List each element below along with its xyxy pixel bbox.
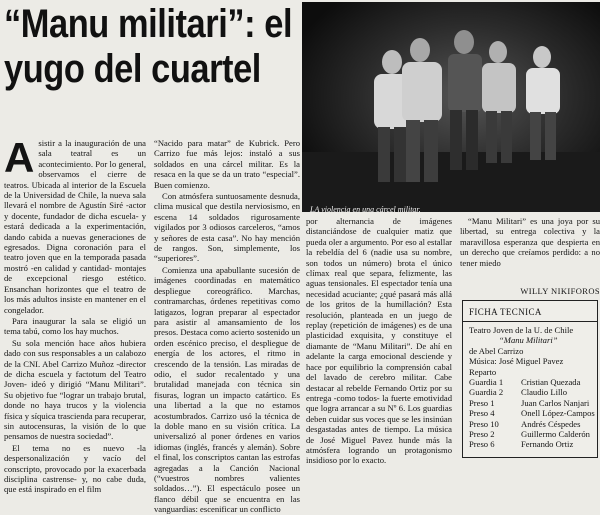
drop-cap: A xyxy=(4,134,35,181)
cast-name: Andrés Céspedes xyxy=(521,418,581,429)
cast-row xyxy=(469,377,595,387)
paragraph: Comienza una apabullante sucesión de imágenes coordinadas en matemático despliegue coreográfico. Marchas, contramarchas, órdenes repetitivas como latigazos, logran preparar al espectador para asistir al amansamiento de los presos. Destaca como acierto sostenido un orden escénico preciso, el despliegue de energía de los actores, el ritmo in crescendo de la tensión. Las miradas de odio, el sudor recalentado y una brutalidad manejada con técnica sin fisuras, logran un impacto catártico. Es una libertad a la que no estamos acostumbrados. Carrizo usó la técnica de la doble mano en su visión crítica. La universalizó al poner órdenes en varios idiomas (inglés, francés y alemán). Sobre el final, los conscriptos cantan las estrofas agregadas a la Canción Nacional (“vuestros nombres valientes soldados…”). El espectáculo posee un flanco débil que se encuentra en las vanguardias: escenificar un conflicto xyxy=(154,264,300,515)
cast-name: Guillermo Calderón xyxy=(521,429,590,440)
divider xyxy=(463,321,597,322)
paragraph: “Manu Militari” es una joya por su libertad, su entrega colectiva y la maravillosa esperanza que despierta en un derecho que creíamos perdido: a no tener miedo xyxy=(460,216,600,268)
paragraph: El tema no es nuevo -la despersonalización y vacío del conscripto, provocado por la exacerbada disciplina castrense- y, no cabe duda, que está inspirado en el film xyxy=(4,442,146,495)
cast-role: Preso 2 xyxy=(469,429,495,440)
cast-role: Guardia 1 xyxy=(469,377,504,388)
cast-row xyxy=(469,419,595,429)
cast-role: Preso 4 xyxy=(469,408,495,419)
headline-line-2: yugo del cuartel xyxy=(4,47,261,91)
paragraph: Para inaugurar la sala se eligió un tema tabú, como los hay muchos. xyxy=(4,315,146,337)
headline-line-1: “Manu militari”: el xyxy=(4,2,293,46)
photo-caption: LA violencia en una cárcel militar. xyxy=(310,205,421,214)
paragraph: “Nacido para matar” de Kubrick. Pero Carrizo fue más lejos: instaló a sus soldados en una cárcel militar. Es la resaca en la que se da un trato “especial”. Buen comienzo. xyxy=(154,138,300,190)
cast-name: Onell López-Campos xyxy=(521,408,595,419)
cast-row xyxy=(469,408,595,418)
sheet-line: Música: José Miguel Pavez xyxy=(469,356,564,367)
author-byline: WILLY NIKIFOROS xyxy=(520,286,600,296)
cast-row xyxy=(469,429,595,439)
sheet-line: “Manu Militari” xyxy=(499,335,558,346)
article-column-2 xyxy=(154,138,300,515)
sheet-line: Reparto xyxy=(469,366,497,377)
cast-row xyxy=(469,387,595,397)
cast-name: Fernando Ortiz xyxy=(521,439,574,450)
technical-sheet-body xyxy=(469,325,595,450)
cast-role: Guardia 2 xyxy=(469,387,504,398)
paragraph: Su sola mención hace años hubiera dado con sus responsables a un calabozo de la CNI. Abel Carrizo Muñoz -director de dicha escuela y factotum del Teatro Joven- ideó y dirigió “Manu Militari”. Su objetivo fue “lograr un trabajo brutal, donde no haya trucos y la violencia física y síquica trascienda para recuperar, sin autocensuras, la visión de lo que pensamos de nuestra sociedad”. xyxy=(4,337,146,442)
cast-name: Juan Carlos Nanjari xyxy=(521,397,590,408)
headline xyxy=(4,2,293,92)
paragraph: por alternancia de imágenes distanciándose de cualquier matiz que pueda oler a argumento. Por eso al estallar la rebeldía del 6 (nadie usa su nombre, son todos un número) brota el único clímax real que separa, felizmente, las aguas tensionales. El espectador tenía una necesidad acuciante; ¿qué pasará más allá de los gritos de la humillación? Esta resolución, planteada en un juego de replay (repetición de imágenes) es de una plasticidad exquisita, y constituye el diamante de “Manu Militari”. De ahí en adelante la carga emocional desciende y hace por equilibrio la comprensión cabal del lavado de cerebro militar. Cabe destacar al rebelde Fernando Ortiz por su entrega -como todos- la fuerte emotividad que logra arrancar a su Nº 6. Los guardias deben cuidar sus voces que se les insinúan desgastadas antes de tiempo. La música de José Miguel Pavez hunde más la atmósfera logrando un protagonismo insidioso por lo exacto. xyxy=(306,216,452,466)
article-column-3 xyxy=(306,216,452,466)
stage-photo xyxy=(302,2,600,212)
technical-sheet-title: FICHA TECNICA xyxy=(469,307,542,317)
cast-name: Claudio Lillo xyxy=(521,387,568,398)
article-column-1 xyxy=(4,134,146,495)
sheet-line: Teatro Joven de la U. de Chile xyxy=(469,325,574,335)
cast-role: Preso 10 xyxy=(469,418,499,429)
cast-role: Preso 6 xyxy=(469,439,495,450)
paragraph: Con atmósfera suntuosamente desnuda, clima musical que destila nerviosismo, en escena 14 soldados rigurosamente vigilados por 3 odiosos carceleros, “amos y señores de esta casa”. No hay mención de rangos. Son, simplemente, los “superiores”. xyxy=(154,191,300,264)
cast-name: Cristian Quezada xyxy=(521,377,581,388)
paragraph: sistir a la inauguración de una sala teatral es un acontecimiento. Por lo general, observamos el cierre de teatros. Ubicada al interior de la Escuela de la Universidad de Chile, la nueva sala llevará el nombre de Agustín Siré -actor y docente, fundador de dicha escuela- y estará dedicada a la experimentación, dando cabida a nuevas generaciones de egresados. Digna coronación para el teatro joven que en la temporada pasada mostró -en calidad y cantidad- montajes de excepcional riesgo estético. Ensanchan horizontes que el teatro de los más adultos insiste en mantener en el congelador. xyxy=(4,138,146,315)
cast-row xyxy=(469,439,595,449)
article-column-4 xyxy=(460,216,600,269)
cast-role: Preso 1 xyxy=(469,397,495,408)
technical-sheet-box xyxy=(462,300,598,458)
cast-row xyxy=(469,398,595,408)
actors-silhouette-graphic xyxy=(302,2,600,212)
sheet-line: de Abel Carrizo xyxy=(469,345,524,356)
